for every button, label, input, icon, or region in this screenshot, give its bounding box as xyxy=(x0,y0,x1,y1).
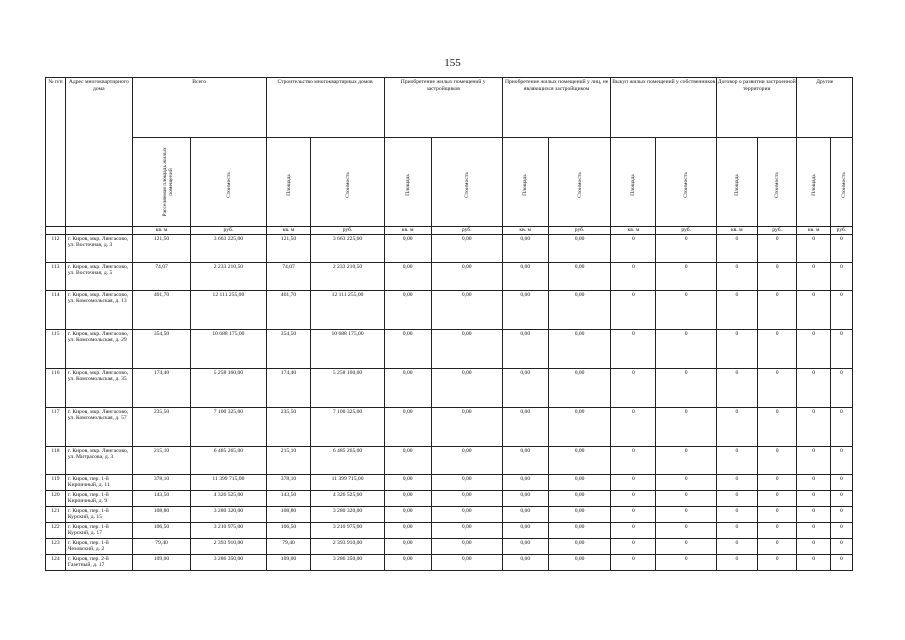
subheader-cell: Стоимость xyxy=(548,138,611,227)
value-cell: 11 399 715,00 xyxy=(191,475,266,491)
row-address: г. Киров, пер. 1-й Курский, д. 15 xyxy=(65,507,132,523)
resettlement-table xyxy=(45,77,853,571)
value-cell: 0 xyxy=(757,369,797,408)
value-cell: 0 xyxy=(716,330,757,369)
value-cell: 0,00 xyxy=(431,555,502,571)
value-cell: 74,07 xyxy=(266,263,311,291)
value-cell: 74,07 xyxy=(132,263,191,291)
row-number: 118 xyxy=(46,447,66,475)
row-address: г. Киров, мкр. Лянгасово, ул. Восточная, д. 5 xyxy=(65,263,132,291)
value-cell: 0 xyxy=(611,263,656,291)
value-cell: 0,00 xyxy=(548,555,611,571)
value-cell: 0,00 xyxy=(548,291,611,330)
value-cell: 0,00 xyxy=(431,291,502,330)
value-cell: 0 xyxy=(611,235,656,263)
value-cell: 0 xyxy=(757,555,797,571)
value-cell: 0 xyxy=(611,291,656,330)
value-cell: 0 xyxy=(797,523,830,539)
value-cell: 0,00 xyxy=(548,369,611,408)
unit-cell: руб. xyxy=(191,227,266,235)
row-address: г. Киров, пер. 1-й Кирпичный, д. 11 xyxy=(65,475,132,491)
value-cell: 0 xyxy=(830,330,852,369)
value-cell: 0,00 xyxy=(384,491,431,507)
group-header: Приобретение жилых помещений у застройщиков xyxy=(384,78,502,138)
value-cell: 0,00 xyxy=(548,263,611,291)
value-cell: 3 663 225,00 xyxy=(311,235,384,263)
value-cell: 7 100 325,00 xyxy=(191,408,266,447)
subheader-cell: Стоимость xyxy=(311,138,384,227)
value-cell: 0 xyxy=(656,523,717,539)
value-cell: 3 286 350,00 xyxy=(191,555,266,571)
row-number: 124 xyxy=(46,555,66,571)
value-cell: 0,00 xyxy=(384,555,431,571)
value-cell: 0 xyxy=(611,447,656,475)
value-cell: 0,00 xyxy=(548,475,611,491)
value-cell: 0,00 xyxy=(431,330,502,369)
value-cell: 2 393 910,00 xyxy=(191,539,266,555)
value-cell: 5 258 160,00 xyxy=(191,369,266,408)
value-cell: 108,80 xyxy=(132,507,191,523)
header-sub-row xyxy=(46,138,853,227)
value-cell: 109,00 xyxy=(266,555,311,571)
unit-cell: руб. xyxy=(830,227,852,235)
row-address: г. Киров, мкр. Лянгасово, ул. Восточная, д. 3 xyxy=(65,235,132,263)
value-cell: 401,70 xyxy=(266,291,311,330)
value-cell: 5 258 160,00 xyxy=(311,369,384,408)
value-cell: 0,00 xyxy=(384,408,431,447)
row-address: г. Киров, пер. 1-й Курский, д. 17 xyxy=(65,523,132,539)
value-cell: 401,70 xyxy=(132,291,191,330)
value-cell: 3 210 975,00 xyxy=(311,523,384,539)
subheader-cell: Стоимость xyxy=(656,138,717,227)
row-number: 112 xyxy=(46,235,66,263)
header-units-row xyxy=(46,227,853,235)
row-number: 114 xyxy=(46,291,66,330)
value-cell: 0,00 xyxy=(502,235,548,263)
value-cell: 0 xyxy=(797,507,830,523)
value-cell: 0,00 xyxy=(502,369,548,408)
value-cell: 0,00 xyxy=(548,330,611,369)
value-cell: 0 xyxy=(716,369,757,408)
table-row xyxy=(46,330,853,369)
group-header: Приобретение жилых помещений у лиц, не являющихся застройщиком xyxy=(502,78,611,138)
table-row xyxy=(46,369,853,408)
value-cell: 6 485 265,00 xyxy=(191,447,266,475)
value-cell: 0 xyxy=(830,447,852,475)
page-number: 155 xyxy=(444,57,461,69)
table-row xyxy=(46,539,853,555)
value-cell: 2 233 210,50 xyxy=(191,263,266,291)
value-cell: 215,10 xyxy=(132,447,191,475)
value-cell: 0 xyxy=(656,555,717,571)
value-cell: 0 xyxy=(757,263,797,291)
value-cell: 0 xyxy=(611,539,656,555)
value-cell: 0 xyxy=(797,539,830,555)
value-cell: 0 xyxy=(797,491,830,507)
group-header: Другие xyxy=(797,78,853,138)
value-cell: 0 xyxy=(757,523,797,539)
value-cell: 7 100 325,00 xyxy=(311,408,384,447)
value-cell: 354,50 xyxy=(266,330,311,369)
row-number: 121 xyxy=(46,507,66,523)
value-cell: 143,50 xyxy=(266,491,311,507)
value-cell: 0,00 xyxy=(548,507,611,523)
subheader-cell: Стоимость xyxy=(757,138,797,227)
unit-cell: кв. м xyxy=(716,227,757,235)
value-cell: 0 xyxy=(611,555,656,571)
subheader-cell: Стоимость xyxy=(431,138,502,227)
value-cell: 0 xyxy=(797,291,830,330)
value-cell: 10 688 175,00 xyxy=(191,330,266,369)
value-cell: 0 xyxy=(830,491,852,507)
value-cell: 0,00 xyxy=(502,447,548,475)
value-cell: 0,00 xyxy=(502,408,548,447)
value-cell: 0 xyxy=(757,491,797,507)
table-row xyxy=(46,447,853,475)
unit-cell: кв. м xyxy=(132,227,191,235)
value-cell: 235,50 xyxy=(132,408,191,447)
value-cell: 0 xyxy=(757,507,797,523)
value-cell: 0 xyxy=(716,507,757,523)
unit-cell: кв. м xyxy=(797,227,830,235)
value-cell: 108,80 xyxy=(266,507,311,523)
value-cell: 0,00 xyxy=(431,539,502,555)
value-cell: 0 xyxy=(757,447,797,475)
value-cell: 0 xyxy=(611,523,656,539)
value-cell: 3 280 320,00 xyxy=(191,507,266,523)
row-number: 120 xyxy=(46,491,66,507)
value-cell: 0 xyxy=(656,330,717,369)
unit-cell: кв. м xyxy=(611,227,656,235)
value-cell: 0,00 xyxy=(502,523,548,539)
value-cell: 3 286 350,00 xyxy=(311,555,384,571)
value-cell: 0 xyxy=(611,369,656,408)
value-cell: 0 xyxy=(716,408,757,447)
value-cell: 0,00 xyxy=(548,408,611,447)
subheader-cell: Площадь xyxy=(266,138,311,227)
value-cell: 0 xyxy=(797,447,830,475)
row-address: г. Киров, мкр. Лянгасово, ул. Комсомольская, д. 13 xyxy=(65,291,132,330)
value-cell: 0,00 xyxy=(502,263,548,291)
value-cell: 0,00 xyxy=(384,523,431,539)
value-cell: 0 xyxy=(656,369,717,408)
table-row xyxy=(46,491,853,507)
value-cell: 0,00 xyxy=(431,491,502,507)
value-cell: 6 485 265,00 xyxy=(311,447,384,475)
table-row xyxy=(46,523,853,539)
row-address: г. Киров, пер. 1-й Кирпичный, д. 9 xyxy=(65,491,132,507)
value-cell: 0,00 xyxy=(384,369,431,408)
value-cell: 121,50 xyxy=(132,235,191,263)
value-cell: 0,00 xyxy=(384,447,431,475)
value-cell: 0 xyxy=(611,475,656,491)
unit-cell: кв. м xyxy=(502,227,548,235)
row-address: г. Киров, пер. 1-й Чеховский, д. 2 xyxy=(65,539,132,555)
value-cell: 0,00 xyxy=(384,235,431,263)
row-number: 123 xyxy=(46,539,66,555)
value-cell: 0 xyxy=(716,491,757,507)
value-cell: 0 xyxy=(656,291,717,330)
value-cell: 143,50 xyxy=(132,491,191,507)
row-number: 116 xyxy=(46,369,66,408)
value-cell: 0 xyxy=(656,475,717,491)
value-cell: 0 xyxy=(656,507,717,523)
value-cell: 106,50 xyxy=(266,523,311,539)
group-header: Всего xyxy=(132,78,266,138)
value-cell: 12 111 255,00 xyxy=(311,291,384,330)
value-cell: 174,40 xyxy=(132,369,191,408)
value-cell: 0 xyxy=(757,539,797,555)
value-cell: 79,40 xyxy=(266,539,311,555)
value-cell: 0 xyxy=(830,369,852,408)
value-cell: 0 xyxy=(716,539,757,555)
value-cell: 0,00 xyxy=(431,408,502,447)
value-cell: 4 326 525,00 xyxy=(191,491,266,507)
unit-cell: руб. xyxy=(431,227,502,235)
unit-cell: руб. xyxy=(656,227,717,235)
unit-cell: руб. xyxy=(757,227,797,235)
value-cell: 0 xyxy=(797,408,830,447)
subheader-cell: Площадь xyxy=(716,138,757,227)
value-cell: 0 xyxy=(830,408,852,447)
header-groups-row xyxy=(46,78,853,138)
value-cell: 0,00 xyxy=(548,539,611,555)
table-row xyxy=(46,555,853,571)
subheader-cell: Площадь xyxy=(502,138,548,227)
value-cell: 378,10 xyxy=(266,475,311,491)
value-cell: 0 xyxy=(830,475,852,491)
value-cell: 0 xyxy=(830,523,852,539)
value-cell: 0 xyxy=(830,263,852,291)
value-cell: 0 xyxy=(716,235,757,263)
value-cell: 0 xyxy=(830,507,852,523)
value-cell: 0,00 xyxy=(502,555,548,571)
value-cell: 2 233 210,50 xyxy=(311,263,384,291)
value-cell: 378,10 xyxy=(132,475,191,491)
col-address-header: Адрес многоквартирного дома xyxy=(65,78,132,227)
value-cell: 0 xyxy=(757,291,797,330)
value-cell: 0,00 xyxy=(502,475,548,491)
table-row xyxy=(46,263,853,291)
value-cell: 0 xyxy=(656,408,717,447)
value-cell: 0,00 xyxy=(384,475,431,491)
value-cell: 3 280 320,00 xyxy=(311,507,384,523)
value-cell: 0,00 xyxy=(548,235,611,263)
value-cell: 0,00 xyxy=(502,539,548,555)
value-cell: 0 xyxy=(656,263,717,291)
value-cell: 174,40 xyxy=(266,369,311,408)
value-cell: 0,00 xyxy=(384,539,431,555)
value-cell: 0 xyxy=(716,447,757,475)
value-cell: 0 xyxy=(611,491,656,507)
subheader-cell: Площадь xyxy=(611,138,656,227)
group-header: Договор о развитии застроенной территории xyxy=(716,78,796,138)
value-cell: 0 xyxy=(797,369,830,408)
row-number: 117 xyxy=(46,408,66,447)
value-cell: 2 393 910,00 xyxy=(311,539,384,555)
table-row xyxy=(46,507,853,523)
value-cell: 0 xyxy=(830,235,852,263)
table-body xyxy=(46,235,853,571)
value-cell: 0,00 xyxy=(431,263,502,291)
group-header: Строительство многоквартирных домов xyxy=(266,78,384,138)
value-cell: 0 xyxy=(757,235,797,263)
value-cell: 0 xyxy=(716,555,757,571)
value-cell: 109,00 xyxy=(132,555,191,571)
value-cell: 0 xyxy=(797,330,830,369)
value-cell: 0 xyxy=(611,330,656,369)
value-cell: 0,00 xyxy=(502,491,548,507)
value-cell: 0 xyxy=(830,555,852,571)
row-address: г. Киров, мкр. Лянгасово, ул. Митрасова, д. 3 xyxy=(65,447,132,475)
value-cell: 0 xyxy=(830,539,852,555)
unit-cell: руб. xyxy=(311,227,384,235)
value-cell: 0 xyxy=(656,447,717,475)
subheader-cell: Площадь xyxy=(797,138,830,227)
value-cell: 0 xyxy=(797,235,830,263)
value-cell: 0,00 xyxy=(548,523,611,539)
value-cell: 4 326 525,00 xyxy=(311,491,384,507)
value-cell: 0,00 xyxy=(431,507,502,523)
row-address: г. Киров, мкр. Лянгасово, ул. Комсомольская, д. 57 xyxy=(65,408,132,447)
value-cell: 0,00 xyxy=(431,523,502,539)
table-row xyxy=(46,291,853,330)
subheader-cell: Площадь xyxy=(384,138,431,227)
value-cell: 0 xyxy=(797,263,830,291)
unit-cell: кв. м xyxy=(266,227,311,235)
value-cell: 0 xyxy=(757,408,797,447)
value-cell: 0 xyxy=(656,539,717,555)
unit-cell: кв. м xyxy=(384,227,431,235)
value-cell: 0,00 xyxy=(548,491,611,507)
value-cell: 0,00 xyxy=(431,235,502,263)
value-cell: 0 xyxy=(716,523,757,539)
row-number: 122 xyxy=(46,523,66,539)
value-cell: 0,00 xyxy=(431,447,502,475)
subheader-cell: Расселяемая площадь жилых помещений xyxy=(132,138,191,227)
subheader-cell: Стоимость xyxy=(830,138,852,227)
subheader-cell: Стоимость xyxy=(191,138,266,227)
row-number: 115 xyxy=(46,330,66,369)
col-num-header: № п/п xyxy=(46,78,66,227)
value-cell: 0,00 xyxy=(502,507,548,523)
value-cell: 11 399 715,00 xyxy=(311,475,384,491)
row-number: 119 xyxy=(46,475,66,491)
unit-cell: руб. xyxy=(548,227,611,235)
row-number: 113 xyxy=(46,263,66,291)
value-cell: 0,00 xyxy=(384,330,431,369)
value-cell: 0,00 xyxy=(384,507,431,523)
value-cell: 0,00 xyxy=(431,475,502,491)
value-cell: 0,00 xyxy=(502,291,548,330)
value-cell: 0,00 xyxy=(384,291,431,330)
value-cell: 354,50 xyxy=(132,330,191,369)
value-cell: 0 xyxy=(611,408,656,447)
value-cell: 0 xyxy=(656,235,717,263)
value-cell: 0 xyxy=(830,291,852,330)
value-cell: 0 xyxy=(757,475,797,491)
value-cell: 0,00 xyxy=(502,330,548,369)
table-row xyxy=(46,408,853,447)
value-cell: 0 xyxy=(797,555,830,571)
row-address: г. Киров, мкр. Лянгасово, ул. Комсомольская, д. 35 xyxy=(65,369,132,408)
value-cell: 79,40 xyxy=(132,539,191,555)
value-cell: 0,00 xyxy=(384,263,431,291)
value-cell: 3 210 975,00 xyxy=(191,523,266,539)
value-cell: 106,50 xyxy=(132,523,191,539)
group-header: Выкуп жилых помещений у собственников xyxy=(611,78,717,138)
value-cell: 121,50 xyxy=(266,235,311,263)
table-row xyxy=(46,235,853,263)
value-cell: 0,00 xyxy=(431,369,502,408)
value-cell: 0 xyxy=(716,263,757,291)
row-address: г. Киров, пер. 2-й Газетный, д. 17 xyxy=(65,555,132,571)
value-cell: 10 688 175,00 xyxy=(311,330,384,369)
value-cell: 0 xyxy=(716,291,757,330)
value-cell: 12 111 255,00 xyxy=(191,291,266,330)
value-cell: 0 xyxy=(611,507,656,523)
row-address: г. Киров, мкр. Лянгасово, ул. Комсомольская, д. 29 xyxy=(65,330,132,369)
value-cell: 235,50 xyxy=(266,408,311,447)
table-row xyxy=(46,475,853,491)
value-cell: 0 xyxy=(797,475,830,491)
value-cell: 0 xyxy=(716,475,757,491)
value-cell: 0 xyxy=(656,491,717,507)
value-cell: 0 xyxy=(757,330,797,369)
value-cell: 0,00 xyxy=(548,447,611,475)
value-cell: 3 663 225,00 xyxy=(191,235,266,263)
value-cell: 215,10 xyxy=(266,447,311,475)
